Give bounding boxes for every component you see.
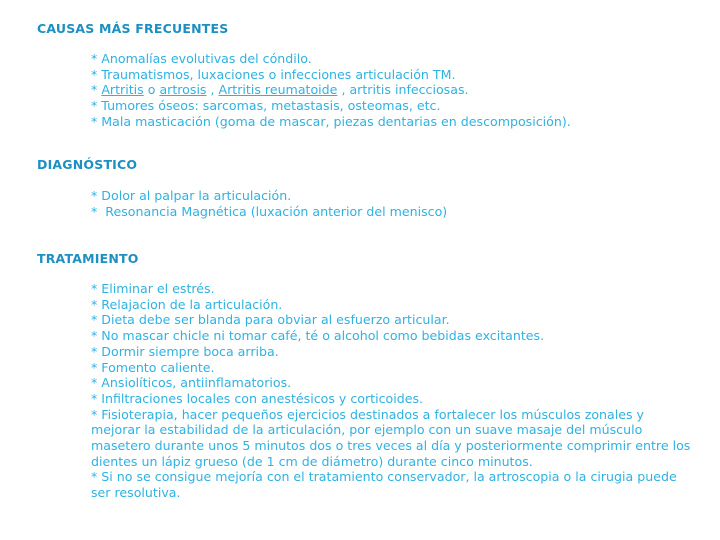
- list-item: [91, 82, 700, 98]
- list-item: * Ansiolíticos, antiinflamatorios.: [91, 375, 292, 391]
- artrosis-link[interactable]: artrosis: [159, 82, 207, 98]
- list-item: * Fisioterapia, hacer pequeños ejercicios destinados a fortalecer los músculos zonales y mejorar la estabilidad de la articulación, por ejemplo con un suave masaje del músculo masetero durante unos 5 minutos dos o tres veces al día y posteriormente comprimir entre los dientes un lápiz grueso (de 1 cm de diámetro) durante cinco minutos.: [91, 406, 691, 469]
- list-item: * Tumores óseos: sarcomas, metastasis, osteomas, etc.: [91, 98, 441, 114]
- list-item: * Anomalías evolutivas del cóndilo.: [91, 51, 312, 66]
- list-item: * Resonancia Magnética (luxación anterior del menisco): [91, 203, 448, 219]
- list-item: * Eliminar el estrés.: [91, 281, 215, 296]
- list-item: * Traumatismos, luxaciones o infecciones articulación TM.: [91, 66, 456, 82]
- artritis-link[interactable]: Artritis: [101, 82, 144, 98]
- list-item: * Dolor al palpar la articulación.: [91, 188, 292, 203]
- causas-heading: CAUSAS MÁS FRECUENTES: [37, 21, 229, 36]
- tratamiento-heading: TRATAMIENTO: [37, 251, 139, 266]
- list-item: * Relajacion de la articulación.: [91, 296, 283, 312]
- causas-list: [91, 51, 700, 130]
- list-item: * No mascar chicle ni tomar café, té o alcohol como bebidas excitantes.: [91, 328, 545, 344]
- list-item: * Infiltraciones locales con anestésicos y corticoides.: [91, 390, 424, 406]
- list-item: * Si no se consigue mejoría con el tratamiento conservador, la artroscopia o la cirugia puede ser resolutiva.: [91, 469, 677, 501]
- list-item: * Mala masticación (goma de mascar, piezas dentarias en descomposición).: [91, 113, 571, 129]
- artritis-reumatoide-link[interactable]: Artritis reumatoide: [218, 82, 338, 98]
- item-text: ,: [206, 82, 219, 98]
- item-text: o: [143, 82, 160, 98]
- item-text: , artritis infecciosas.: [337, 82, 469, 98]
- list-item: * Dieta debe ser blanda para obviar al esfuerzo articular.: [91, 312, 450, 328]
- diagnostico-heading: DIAGNÓSTICO: [37, 157, 138, 172]
- diagnostico-list: [91, 188, 700, 219]
- list-item: * Dormir siempre boca arriba.: [91, 343, 279, 359]
- tratamiento-list: [91, 281, 696, 501]
- list-item: * Fomento caliente.: [91, 359, 215, 375]
- item-prefix: *: [91, 82, 102, 98]
